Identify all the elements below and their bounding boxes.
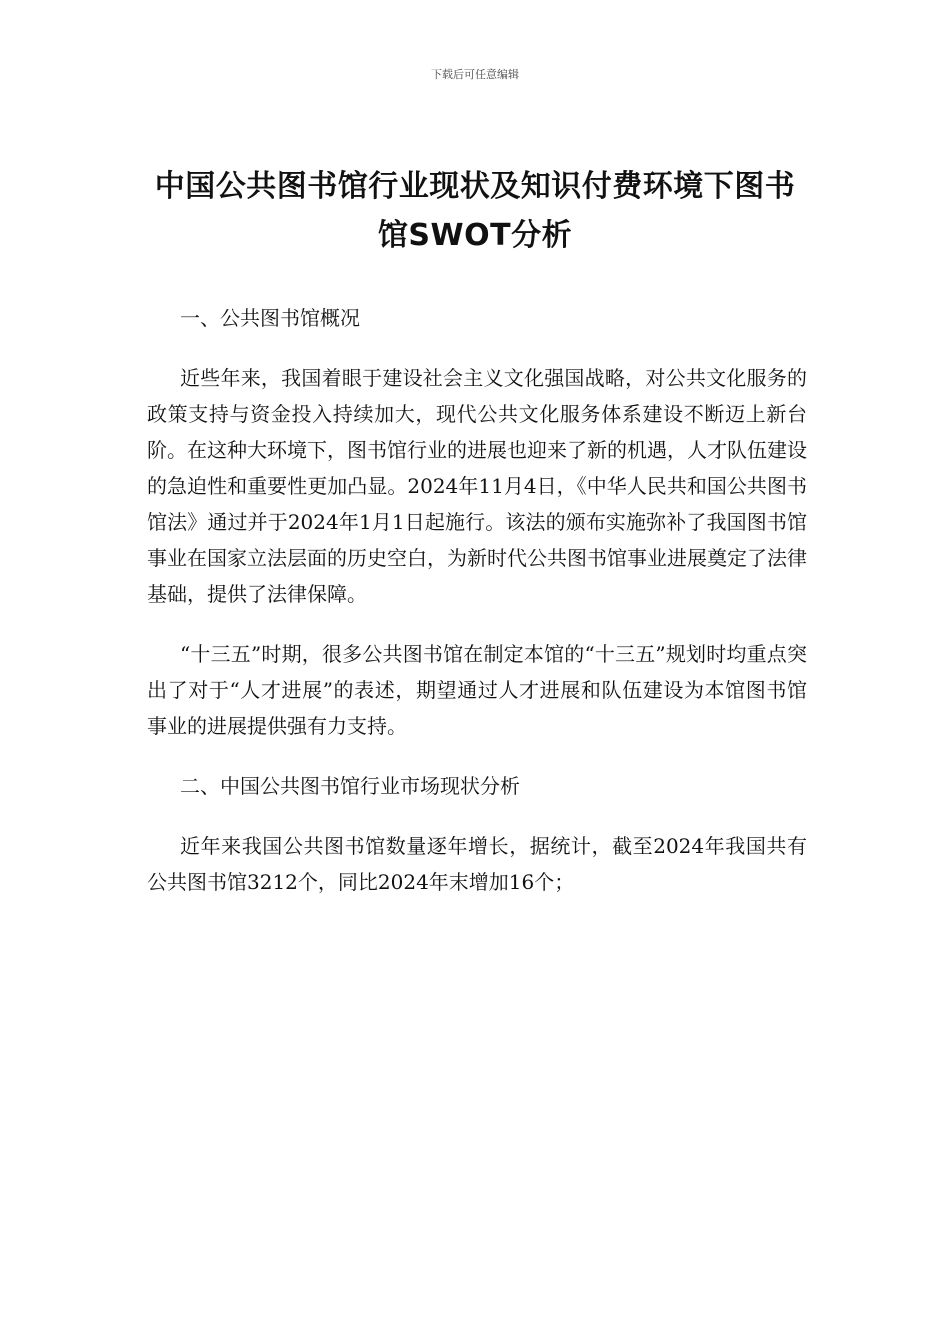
paragraph-thirteenth-five-year: “十三五”时期，很多公共图书馆在制定本馆的“十三五”规划时均重点突出了对于“人才进展”的表述，期望通过人才进展和队伍建设为本馆图书馆事业的进展提供强有力支持。 [147,642,807,738]
paragraph-library-law: 近些年来，我国着眼于建设社会主义文化强国战略，对公共文化服务的政策支持与资金投入持续加大，现代公共文化服务体系建设不断迈上新台阶。在这种大环境下，图书馆行业的进展也迎来了新的机遇，人才队伍建设的急迫性和重要性更加凸显。2024年11月4日，《中华人民共和国公共图书馆法》通过并于2024年1月1日起施行。该法的颁布实施弥补了我国图书馆事业在国家立法层面的历史空白，为新时代公共图书馆事业进展奠定了法律基础，提供了法律保障。 [147,366,807,606]
section-heading-market-status: 二、中国公共图书馆行业市场现状分析 [180,774,520,798]
document-title: 中国公共图书馆行业现状及知识付费环境下图书馆SWOT分析 [154,169,796,253]
page-header-note: 下载后可任意编辑 [431,68,519,81]
section-heading-overview: 一、公共图书馆概况 [180,306,360,330]
document-body [147,300,807,924]
paragraph-library-count: 近年来我国公共图书馆数量逐年增长，据统计，截至2024年我国共有公共图书馆3212个，同比2024年末增加16个； [147,834,807,894]
